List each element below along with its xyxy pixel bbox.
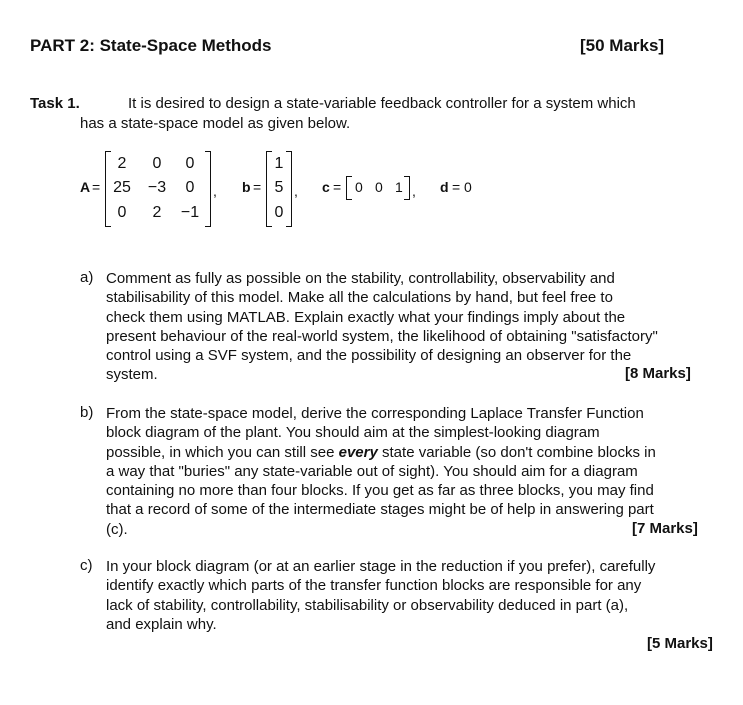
part-b-line-end: state variable (so don't combine blocks in <box>377 443 656 461</box>
part-b-marks: [7 Marks] <box>632 520 698 537</box>
part-b-line: a way that "buries" any state-variable out of sight). You should aim for a diagram <box>106 462 638 480</box>
matrix-a-cell: 0 <box>185 155 195 172</box>
vector-b-label: b <box>242 179 251 195</box>
scalar-d-value: 0 <box>464 179 472 195</box>
vector-b-cell: 1 <box>274 155 284 172</box>
matrix-a-cell: 0 <box>117 204 127 221</box>
part-b-line-start: possible, in which you can still see <box>106 443 339 461</box>
part-a-line: Comment as fully as possible on the stability, controllability, observability and <box>106 270 615 287</box>
part-b-body <box>106 404 721 539</box>
matrix-a-equals: = <box>92 179 101 195</box>
vector-c-cell: 1 <box>395 179 403 195</box>
vector-c-comma: , <box>412 183 416 199</box>
part-a-line: check them using MATLAB. Explain exactly what your findings imply about the <box>106 308 626 326</box>
part-a-marks: [8 Marks] <box>625 365 691 382</box>
part-c-marks: [5 Marks] <box>647 635 713 652</box>
task-label: Task 1. <box>30 95 80 112</box>
part-a-line: present behaviour of the real-world system, the likelihood of obtaining "satisfactory" <box>106 327 658 345</box>
part-c-letter: c) <box>80 557 93 574</box>
part-b-line: (c). <box>106 520 128 538</box>
part-c-line: In your block diagram (or at an earlier stage in the reduction if you prefer), carefully <box>106 558 656 575</box>
matrix-a-comma: , <box>213 183 217 199</box>
vector-c-cell: 0 <box>375 179 383 195</box>
part-b-emphasis: every <box>338 443 378 461</box>
vector-b-cell: 0 <box>274 204 284 221</box>
part-c-line: and explain why. <box>106 615 217 633</box>
part-marks: [50 Marks] <box>580 36 665 55</box>
task-intro-line-1: It is desired to design a state-variable feedback controller for a system which <box>128 95 636 112</box>
matrix-a-label: A <box>80 179 91 195</box>
part-c-body <box>106 557 721 634</box>
vector-b-right-bracket <box>286 151 292 227</box>
matrix-a-cell: −1 <box>180 204 200 221</box>
part-b-letter: b) <box>80 404 94 421</box>
vector-c-left-bracket <box>346 176 352 200</box>
vector-b-cell: 5 <box>274 179 284 196</box>
matrix-a-cell: 0 <box>152 155 162 172</box>
matrix-a-cell: −3 <box>147 179 167 196</box>
vector-c-label: c <box>322 179 330 195</box>
vector-b-comma: , <box>294 183 298 199</box>
part-a-line: control using a SVF system, and the possibility of designing an observer for the <box>106 347 632 365</box>
part-c-line: identify exactly which parts of the transfer function blocks are responsible for any <box>106 577 642 595</box>
part-c-line: lack of stability, controllability, stabilisability or observability deduced in part (a), <box>106 596 629 614</box>
task-intro-line-2: has a state-space model as given below. <box>80 115 351 132</box>
vector-c-equals: = <box>333 179 342 195</box>
part-b-line: that a record of some of the intermediate stages might be of help in answering part <box>106 501 654 519</box>
part-b-line: containing no more than four blocks. If you get as far as three blocks, you may find <box>106 482 654 500</box>
part-b-line: From the state-space model, derive the corresponding Laplace Transfer Function <box>106 405 644 422</box>
vector-c-cell: 0 <box>355 179 363 195</box>
matrix-a-cell: 0 <box>185 179 195 196</box>
part-b-line <box>106 443 721 462</box>
part-title: PART 2: State-Space Methods <box>30 36 272 55</box>
scalar-d-label: d <box>440 179 449 195</box>
vector-c-right-bracket <box>404 176 410 200</box>
matrix-a-cell: 25 <box>113 179 131 196</box>
scalar-d-equals: = <box>452 179 461 195</box>
matrix-a-right-bracket <box>205 151 211 227</box>
part-b-line: block diagram of the plant. You should aim at the simplest-looking diagram <box>106 424 600 442</box>
matrix-a-cell: 2 <box>152 204 162 221</box>
part-a-line: stabilisability of this model. Make all the calculations by hand, but feel free to <box>106 289 613 307</box>
vector-b-equals: = <box>253 179 262 195</box>
part-a-letter: a) <box>80 269 94 286</box>
matrix-a-cell: 2 <box>117 155 127 172</box>
part-a-line: system. <box>106 366 158 384</box>
